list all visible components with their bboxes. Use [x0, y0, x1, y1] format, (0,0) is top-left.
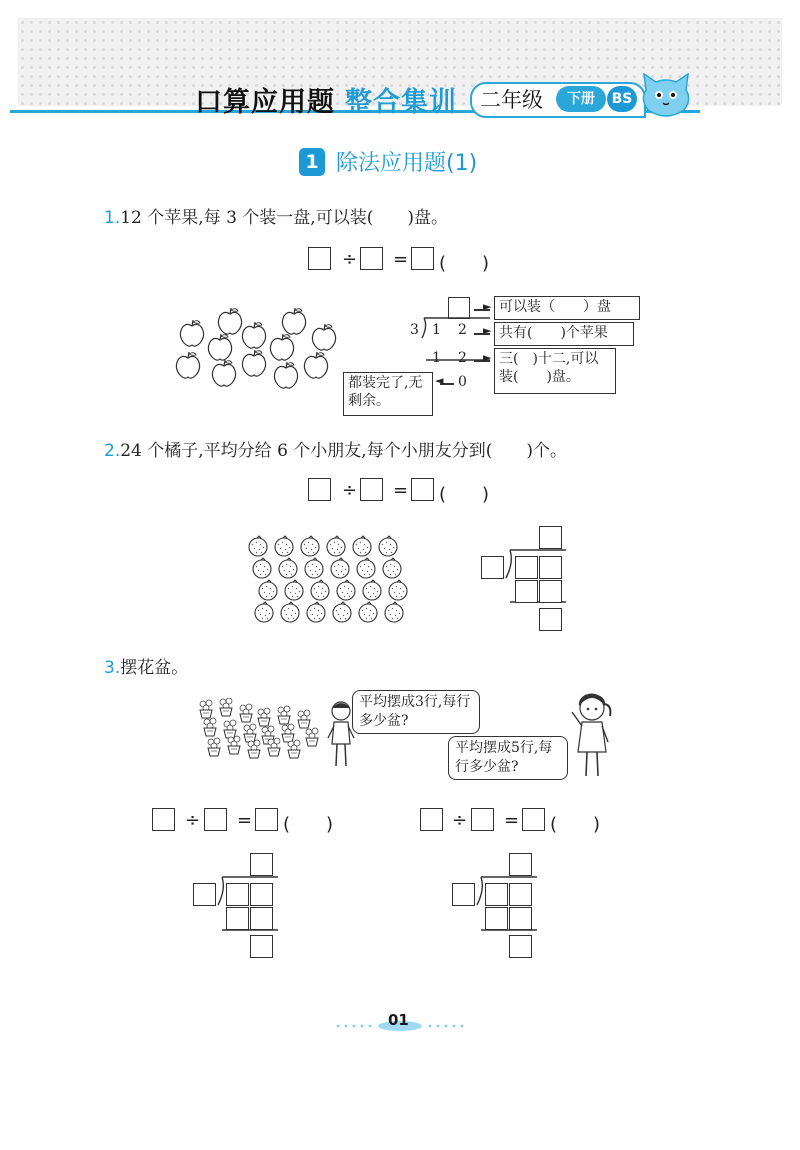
dividend-box[interactable]	[485, 883, 508, 906]
quotient-box[interactable]	[250, 853, 273, 876]
question-3-text: 摆花盆。	[120, 658, 189, 678]
dividend-digit: 2	[458, 322, 467, 338]
equals-sign: =	[504, 810, 520, 831]
girl-figure-icon	[568, 690, 616, 782]
page-number: 01	[388, 1011, 409, 1029]
arrow-head-icon: ►	[483, 351, 492, 364]
answer-box[interactable]	[411, 247, 434, 270]
note-remainder: 都装完了,无剩余。	[343, 372, 433, 416]
arrow-head-icon: ►	[483, 324, 492, 337]
product-box[interactable]	[539, 580, 562, 603]
divisor-box[interactable]	[193, 883, 216, 906]
remainder-digit: 0	[458, 374, 467, 390]
equals-sign: =	[237, 810, 253, 831]
dividend-digit: 1	[432, 322, 441, 338]
dividend-box[interactable]	[250, 883, 273, 906]
question-1-text: 12 个苹果,每 3 个装一盘,可以装( )盘。	[120, 208, 448, 228]
divisor-digit: 3	[410, 322, 419, 338]
remainder-box[interactable]	[509, 935, 532, 958]
question-2-text: 24 个橘子,平均分给 6 个小朋友,每个小朋友分到( )个。	[120, 441, 567, 461]
dividend-box[interactable]	[226, 883, 249, 906]
book-title: 口算应用题	[195, 87, 335, 118]
arrow-head-icon: ►	[483, 300, 492, 313]
answer-box[interactable]	[255, 808, 278, 831]
answer-box[interactable]	[152, 808, 175, 831]
product-digit: 2	[458, 350, 467, 366]
divide-sign: ÷	[342, 249, 358, 270]
speech-bubble-girl: 平均摆成5行,每行多少盆?	[448, 736, 568, 780]
answer-box[interactable]	[308, 478, 331, 501]
dividend-box[interactable]	[509, 883, 532, 906]
grade-label: 二年级	[480, 88, 543, 112]
product-box[interactable]	[485, 907, 508, 930]
answer-box[interactable]	[360, 478, 383, 501]
quotient-box[interactable]	[509, 853, 532, 876]
oranges-illustration	[244, 535, 420, 627]
question-3	[104, 653, 188, 678]
volume-badge: 下册	[556, 86, 606, 112]
unit-paren: ( )	[439, 253, 490, 274]
unit-paren: ( )	[550, 814, 601, 835]
equals-sign: =	[393, 480, 409, 501]
edition-badge: BS	[607, 86, 637, 112]
answer-box[interactable]	[522, 808, 545, 831]
equals-sign: =	[393, 249, 409, 270]
answer-box[interactable]	[411, 478, 434, 501]
question-3-number: 3.	[104, 658, 121, 678]
answer-box[interactable]	[360, 247, 383, 270]
book-subtitle: 整合集训	[345, 87, 457, 118]
question-1	[104, 203, 448, 228]
product-box[interactable]	[509, 907, 532, 930]
note-quotient: 可以装（ ）盘	[494, 296, 640, 320]
quotient-box[interactable]	[539, 526, 562, 549]
remainder-box[interactable]	[250, 935, 273, 958]
dividend-box[interactable]	[539, 556, 562, 579]
question-2-number: 2.	[104, 441, 121, 461]
divide-sign: ÷	[342, 480, 358, 501]
section-number-badge: 1	[299, 148, 325, 176]
flower-pots-illustration	[196, 698, 326, 760]
divisor-box[interactable]	[481, 556, 504, 579]
remainder-box[interactable]	[539, 608, 562, 631]
section-title: 除法应用题(1)	[336, 151, 478, 176]
divide-sign: ÷	[185, 810, 201, 831]
unit-paren: ( )	[439, 484, 490, 505]
arrow-head-icon: ◄	[435, 374, 444, 387]
speech-bubble-boy: 平均摆成3行,每行多少盆?	[352, 690, 480, 734]
answer-box[interactable]	[308, 247, 331, 270]
product-box[interactable]	[250, 907, 273, 930]
question-2	[104, 436, 567, 461]
answer-box[interactable]	[420, 808, 443, 831]
product-box[interactable]	[515, 580, 538, 603]
note-total: 共有( )个苹果	[494, 322, 634, 346]
unit-paren: ( )	[283, 814, 334, 835]
question-1-number: 1.	[104, 208, 121, 228]
note-multiplication: 三( )十二,可以装( )盘。	[494, 348, 616, 394]
answer-box[interactable]	[471, 808, 494, 831]
answer-box[interactable]	[204, 808, 227, 831]
divide-sign: ÷	[452, 810, 468, 831]
product-box[interactable]	[226, 907, 249, 930]
apples-illustration	[172, 300, 342, 395]
cat-mascot-icon	[638, 70, 694, 120]
divisor-box[interactable]	[452, 883, 475, 906]
dividend-box[interactable]	[515, 556, 538, 579]
product-digit: 1	[432, 350, 441, 366]
